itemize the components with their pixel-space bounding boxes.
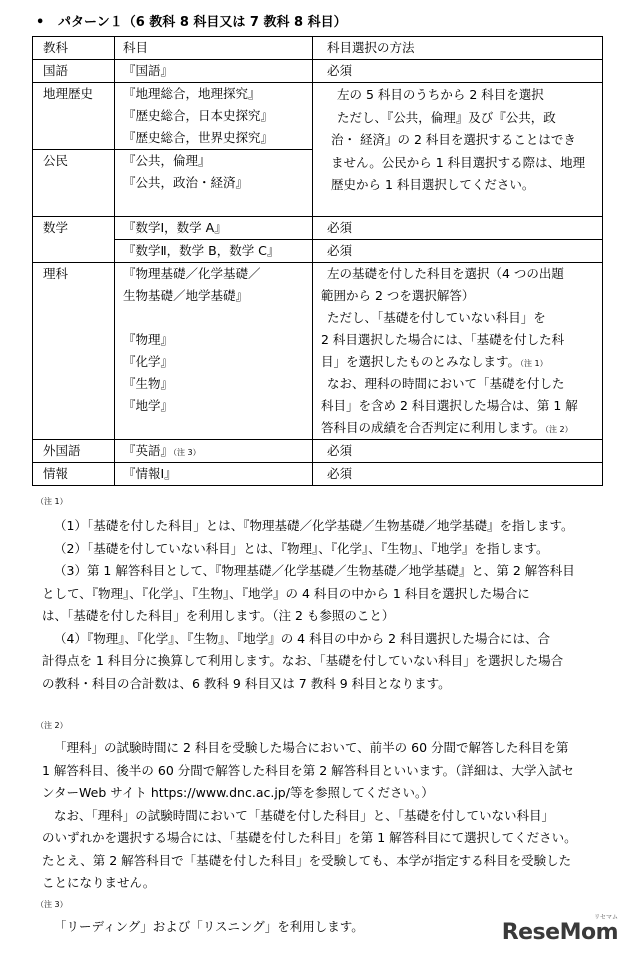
subject-cell <box>33 60 115 83</box>
course-cell <box>115 150 313 217</box>
note-ref: （注 1） <box>520 359 548 368</box>
pattern-heading <box>36 11 347 30</box>
cell-text: 生物基礎／地学基礎』 <box>123 288 249 303</box>
course-cell <box>115 263 313 440</box>
cell-text: 『歴史総合，日本史探究』 <box>123 108 274 123</box>
list-item: （1）「基礎を付した科目」とは、『物理基礎／化学基礎／生物基礎／地学基礎』を指します。 <box>54 518 574 533</box>
cell-text: 『数学Ⅱ，数学 B，数学 C』 <box>123 243 280 258</box>
table-row <box>33 217 603 240</box>
cell-text: 『化学』 <box>123 354 174 369</box>
method-cell <box>313 60 603 83</box>
subject-cell <box>33 83 115 150</box>
table-row <box>33 263 603 440</box>
course-cell <box>115 440 313 463</box>
course-cell <box>115 463 313 486</box>
cell-text: 必須 <box>327 466 353 481</box>
note2-label: （注 2） <box>36 721 68 730</box>
list-item: は、「基礎を付した科目」を利用します。（注 2 も参照のこと） <box>42 608 395 623</box>
cell-text: 必須 <box>327 243 353 258</box>
course-cell <box>115 240 313 263</box>
cell-text: 『生物』 <box>123 376 174 391</box>
cell-text: 『地学』 <box>123 398 174 413</box>
subject-cell <box>33 263 115 440</box>
subject-cell <box>33 217 115 263</box>
cell-text: 『英語』（注 3） <box>123 443 201 458</box>
subject-cell <box>33 463 115 486</box>
note1-label: （注 1） <box>36 497 68 506</box>
cell-text: 公民 <box>43 153 69 168</box>
cell-text <box>115 307 312 329</box>
list-item: （4）『物理』、『化学』、『生物』、『地学』の 4 科目の中から 2 科目選択した場合には、合 <box>54 630 551 646</box>
header-cell <box>33 37 115 60</box>
cell-text: 『歴史総合，世界史探究』 <box>123 130 274 145</box>
cell-text: 科目選択の方法 <box>327 40 415 55</box>
note1-list <box>42 515 575 695</box>
cell-text: 外国語 <box>43 443 81 458</box>
cell-text: なお、理科の時間において「基礎を付した <box>327 376 565 391</box>
table-row <box>33 440 603 463</box>
cell-text: 必須 <box>327 220 353 235</box>
list-item: の教科・科目の合計数は、6 教科 9 科目又は 7 教科 9 科目となります。 <box>42 675 451 691</box>
list-item: として、『物理』、『化学』、『生物』、『地学』の 4 科目の中から 1 科目を選択した場合に <box>42 585 530 601</box>
cell-text: 左の基礎を付した科目を選択（4 つの出題 <box>327 266 564 281</box>
note-ref: （注 2） <box>545 425 573 434</box>
subject-cell <box>33 440 115 463</box>
method-cell <box>313 463 603 486</box>
cell-text: 『情報Ⅰ』 <box>123 466 177 481</box>
cell-text: 地理歴史 <box>43 86 94 101</box>
table-row <box>33 240 603 263</box>
cell-text: 『公共，政治・経済』 <box>123 175 249 190</box>
cell-text: 教科 <box>43 40 69 55</box>
list-item: （2）「基礎を付していない科目」とは、『物理』、『化学』、『生物』、『地学』を指します。 <box>54 540 549 556</box>
cell-text: 『公共，倫理』 <box>123 153 211 168</box>
cell-text: 『数学Ⅰ，数学 A』 <box>123 220 227 235</box>
cell-text: 『物理』 <box>123 332 174 347</box>
list-item: （3）第 1 解答科目として、『物理基礎／化学基礎／生物基礎／地学基礎』と、第 2 解答科目 <box>54 563 575 578</box>
cell-text: 科目」を含め 2 科目選択した場合は、第 1 解 <box>321 398 578 413</box>
bullet-icon: • <box>36 15 45 30</box>
course-cell <box>115 60 313 83</box>
cell-text: ただし、「基礎を付していない科目」を <box>327 310 546 325</box>
cell-text: 理科 <box>43 266 69 281</box>
table-row <box>33 463 603 486</box>
table-header-row <box>33 37 603 60</box>
subject-cell <box>33 150 115 217</box>
cell-text: 目」を選択したものとみなします。（注 1） <box>321 354 548 369</box>
cell-text: 『国語』 <box>123 63 174 78</box>
cell-text: 『地理総合，地理探究』 <box>123 86 261 101</box>
resemom-logo: ReseMom リセマム <box>501 914 618 945</box>
course-cell <box>115 83 313 150</box>
merged-method-text: 左の 5 科目のうちから 2 科目を選択 ただし、『公共，倫理』及び『公共，政 治・ 経済』の 2 科目を選択することはでき ません。公民から 1 科目選択する際は、地理 歴史から 1 科目選択してください。 <box>331 87 586 192</box>
cell-text: 答科目の成績を合否判定に利用します。（注 2） <box>321 420 573 435</box>
method-cell <box>313 240 603 263</box>
header-cell <box>115 37 313 60</box>
note2-text: 「理科」の試験時間に 2 科目を受験した場合において、前半の 60 分間で解答した科目を第 1 解答科目、後半の 60 分間で解答した科目を第 2 解答科目といいます。（詳細は、大学入試セ ンターWeb サイト https://www.dnc.ac.jp/等を参照してください。） なお、「理科」の試験時間において「基礎を付した科目」と、「基礎を付していない科目」 のいずれかを選択する場合には、「基礎を付した科目」を第 1 解答科目にて選択してください。 たとえ、第 2 解答科目で「基礎を付した科目」を受験しても、本学が指定する科目を受験した ことになりません。 <box>42 740 577 890</box>
cell-text: 範囲から 2 つを選択解答） <box>321 288 475 303</box>
cell-text: 必須 <box>327 443 353 458</box>
method-cell <box>313 217 603 240</box>
table-row <box>33 60 603 83</box>
cell-text: 国語 <box>43 63 69 78</box>
cell-text: 科目 <box>123 40 149 55</box>
method-cell <box>313 440 603 463</box>
cell-text: 必須 <box>327 63 353 78</box>
cell-text: 情報 <box>43 466 69 481</box>
course-cell <box>115 217 313 240</box>
heading-text: パターン１（6 教科 8 科目又は 7 教科 8 科目） <box>58 15 347 30</box>
note-ref: （注 3） <box>173 448 201 457</box>
cell-text: 『物理基礎／化学基礎／ <box>123 266 261 281</box>
header-cell <box>313 37 603 60</box>
cell-text: 2 科目選択した場合には、「基礎を付した科 <box>321 332 565 347</box>
note3-text: 「リーディング」および「リスニング」を利用します。 <box>54 919 364 934</box>
method-cell <box>313 263 603 440</box>
cell-text: 数学 <box>43 220 69 235</box>
list-item: 計得点を 1 科目分に換算して利用します。なお、「基礎を付していない科目」を選択した場合 <box>42 653 564 668</box>
note3-label: （注 3） <box>36 900 68 909</box>
